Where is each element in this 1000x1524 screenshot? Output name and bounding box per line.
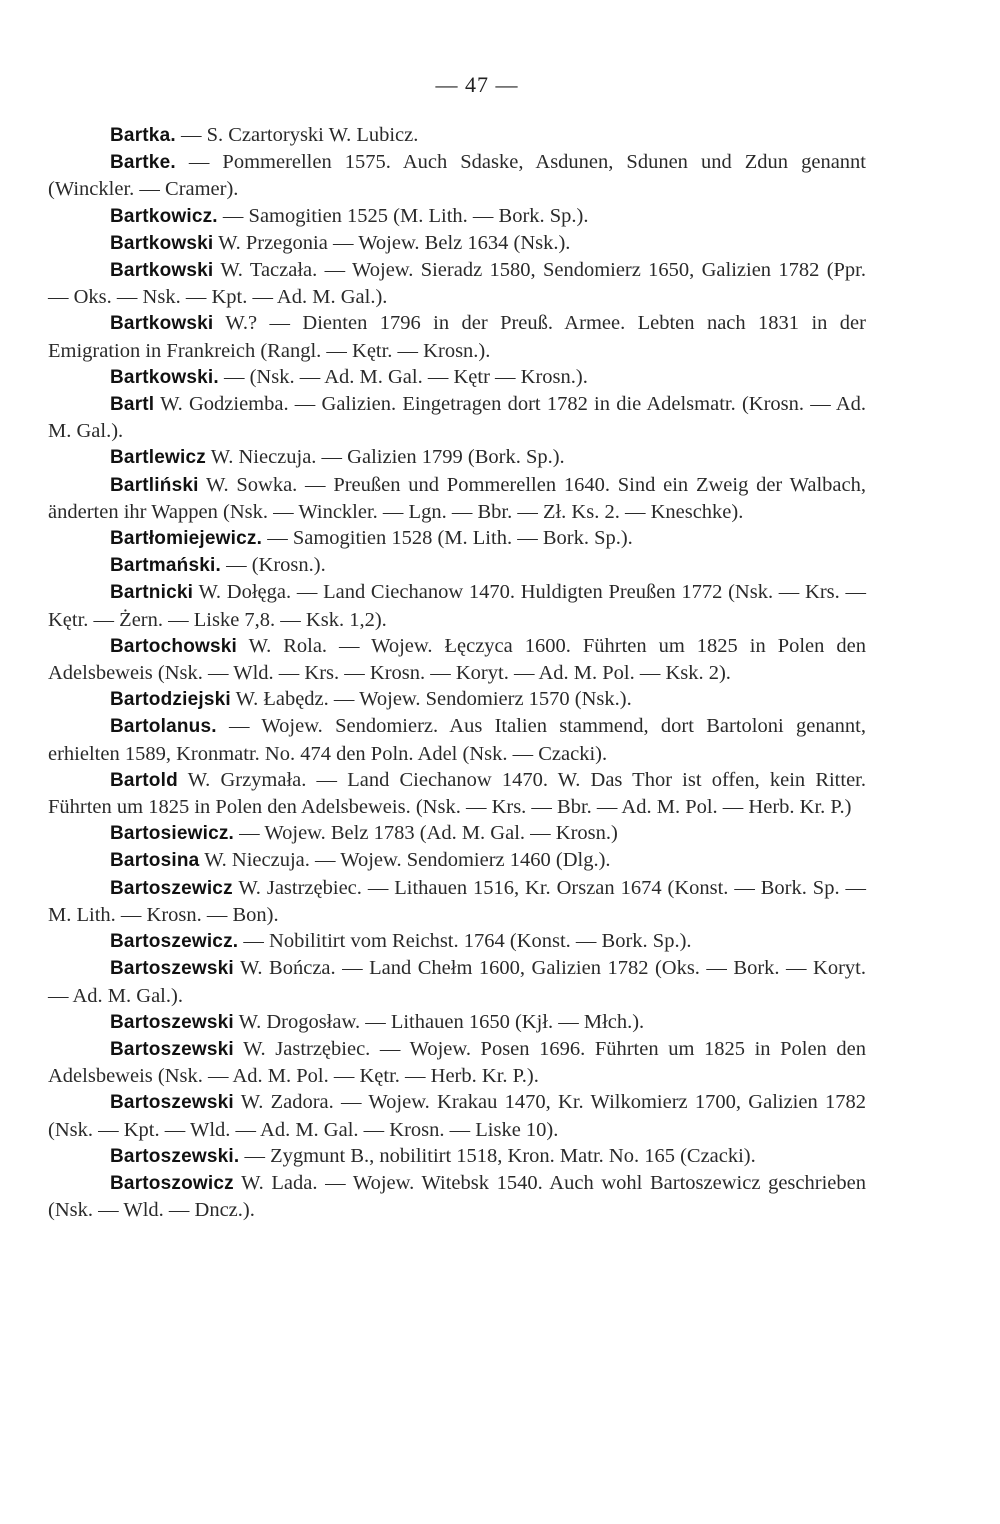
entry-surname: Bartoszewski [110,1038,234,1060]
entry [48,1036,866,1089]
entry [48,552,866,579]
entry-description: W. Grzymała. — Land Ciechanow 1470. W. Das Thor ist offen, kein Ritter. Führten um 1825 in Polen den Adelsbeweis. (Nsk. — Krs. — Bbr. — Ad. M. Pol. — Herb. Kr. P.) [48,768,866,819]
entry-description: W.? — Dienten 1796 in der Preuß. Armee. Lebten nach 1831 in der Emigration in Frankreich (Rangl. — Kętr. — Krosn.). [48,312,866,362]
entry-description: — Wojew. Sendomierz. Aus Italien stammend, dort Bartoloni genannt, erhielten 1589, Kronmatr. No. 474 den Poln. Adel (Nsk. — Czacki). [48,715,866,765]
entry-surname: Bartoszewski. [110,1145,240,1167]
entry-surname: Bartoszewicz. [110,931,239,953]
entry-description: — Samogitien 1525 (M. Lith. — Bork. Sp.). [222,204,589,227]
entry [48,820,866,847]
entry-description: W. Godziemba. — Galizien. Eingetragen dort 1782 in die Adelsmatr. (Krosn. — Ad. M. Gal.). [48,393,866,443]
entry-description: — Wojew. Belz 1783 (Ad. M. Gal. — Krosn.) [239,822,618,845]
entry [48,203,866,230]
entry-description: W. Rola. — Wojew. Łęczyca 1600. Führten um 1825 in Polen den Adelsbeweis (Nsk. — Wld. — Krs. — Krosn. — Koryt. — Ad. M. Pol. — Ksk. 2). [48,634,866,685]
entry [48,310,866,363]
entry-description: W. Bończa. — Land Chełm 1600, Galizien 1782 (Oks. — Bork. — Koryt. — Ad. M. Gal.). [48,957,866,1007]
entry-list [48,122,866,1223]
entry [48,1143,866,1170]
entry-description: — Zygmunt B., nobilitirt 1518, Kron. Matr. No. 165 (Czacki). [244,1144,756,1167]
entry-surname: Bartosina [110,850,200,872]
entry-surname: Bartnicki [110,582,194,604]
entry-description: W. Jastrzębiec. — Lithauen 1516, Kr. Orszan 1674 (Konst. — Bork. Sp. — M. Lith. — Krosn. — Bon). [48,876,866,926]
entry [48,579,866,632]
entry-surname: Bartmański. [110,555,221,577]
entry-surname: Bartoszewski [110,1092,234,1114]
entry-description: W. Dołęga. — Land Ciechanow 1470. Huldigten Preußen 1772 (Nsk. — Krs. — Kętr. — Żern. — Liske 7,8. — Ksk. 1,2). [48,581,866,631]
entry-surname: Bartkowicz. [110,205,218,227]
entry-description: W. Nieczuja. — Wojew. Sendomierz 1460 (Dlg.). [204,849,611,872]
entry [48,230,866,257]
entry-description: W. Nieczuja. — Galizien 1799 (Bork. Sp.). [210,446,565,469]
entry-description: W. Łabędz. — Wojew. Sendomierz 1570 (Nsk.). [235,688,632,711]
entry-surname: Bartoszewski [110,958,234,980]
entry-surname: Bartold [110,769,178,791]
entry [48,686,866,713]
entry-surname: Bartoszewicz [110,877,233,899]
entry-surname: Bartkowski [110,232,214,254]
entry-description: W. Sowka. — Preußen und Pommerellen 1640. Sind ein Zweig der Walbach, änderten ihr Wappen (Nsk. — Winckler. — Lgn. — Bbr. — Zł. Ks. 2. — Kneschke). [48,473,866,523]
entry [48,847,866,874]
entry [48,1009,866,1036]
entry-description: — Pommerellen 1575. Auch Sdaske, Asdunen, Sdunen und Zdun genannt (Winckler. — Cramer). [48,151,866,201]
entry-surname: Bartlewicz [110,447,206,469]
entry-description: — (Nsk. — Ad. M. Gal. — Kętr — Krosn.). [223,365,588,388]
entry [48,1089,866,1142]
entry-description: W. Jastrzębiec. — Wojew. Posen 1696. Führten um 1825 in Polen den Adelsbeweis (Nsk. — Ad. M. Pol. — Kętr. — Herb. Kr. P.). [48,1037,866,1088]
entry-description: W. Przegonia — Wojew. Belz 1634 (Nsk.). [218,231,571,254]
entry [48,633,866,686]
entry [48,444,866,471]
entry [48,928,866,955]
entry-description: W. Zadora. — Wojew. Krakau 1470, Kr. Wilkomierz 1700, Galizien 1782 (Nsk. — Kpt. — Wld. — Ad. M. Gal. — Krosn. — Liske 10). [48,1091,866,1141]
entry-description: — Samogitien 1528 (M. Lith. — Bork. Sp.). [267,527,633,550]
entry [48,713,866,766]
page-number: — 47 — [435,72,519,97]
entry [48,472,866,525]
dictionary-page [48,72,866,1223]
entry-surname: Bartkowski [110,313,214,335]
entry-surname: Bartolanus. [110,716,217,738]
entry [48,525,866,552]
entry [48,955,866,1008]
entry-surname: Bartosiewicz. [110,823,235,845]
entry-surname: Bartochowski [110,635,237,657]
entry [48,364,866,391]
entry-description: — (Krosn.). [226,554,326,577]
entry [48,875,866,928]
entry-surname: Bartłomiejewicz. [110,528,263,550]
entry-surname: Bartkowski. [110,366,219,388]
entry-description: W. Lada. — Wojew. Witebsk 1540. Auch wohl Bartoszewicz geschrieben (Nsk. — Wld. — Dncz.). [48,1171,866,1222]
entry-surname: Bartkowski [110,260,214,282]
entry-surname: Bartliński [110,474,199,496]
entry-surname: Bartodziejski [110,689,231,711]
entry [48,1170,866,1223]
entry-surname: Bartke. [110,152,176,174]
entry [48,767,866,820]
entry-description: W. Drogosław. — Lithauen 1650 (Kjł. — Młch.). [238,1010,645,1033]
entry-surname: Bartoszowicz [110,1172,234,1194]
entry-description: — Nobilitirt vom Reichst. 1764 (Konst. — Bork. Sp.). [243,930,692,953]
entry [48,257,866,310]
entry-description: W. Taczała. — Wojew. Sieradz 1580, Sendomierz 1650, Galizien 1782 (Ppr. — Oks. — Nsk. — Kpt. — Ad. M. Gal.). [48,259,866,309]
entry-surname: Bartka. [110,125,176,146]
entry [48,122,866,149]
entry-surname: Bartoszewski [110,1011,234,1033]
entry [48,149,866,202]
entry [48,391,866,444]
entry-description: — S. Czartoryski W. Lubicz. [180,124,419,146]
entry-surname: Bartl [110,394,155,416]
